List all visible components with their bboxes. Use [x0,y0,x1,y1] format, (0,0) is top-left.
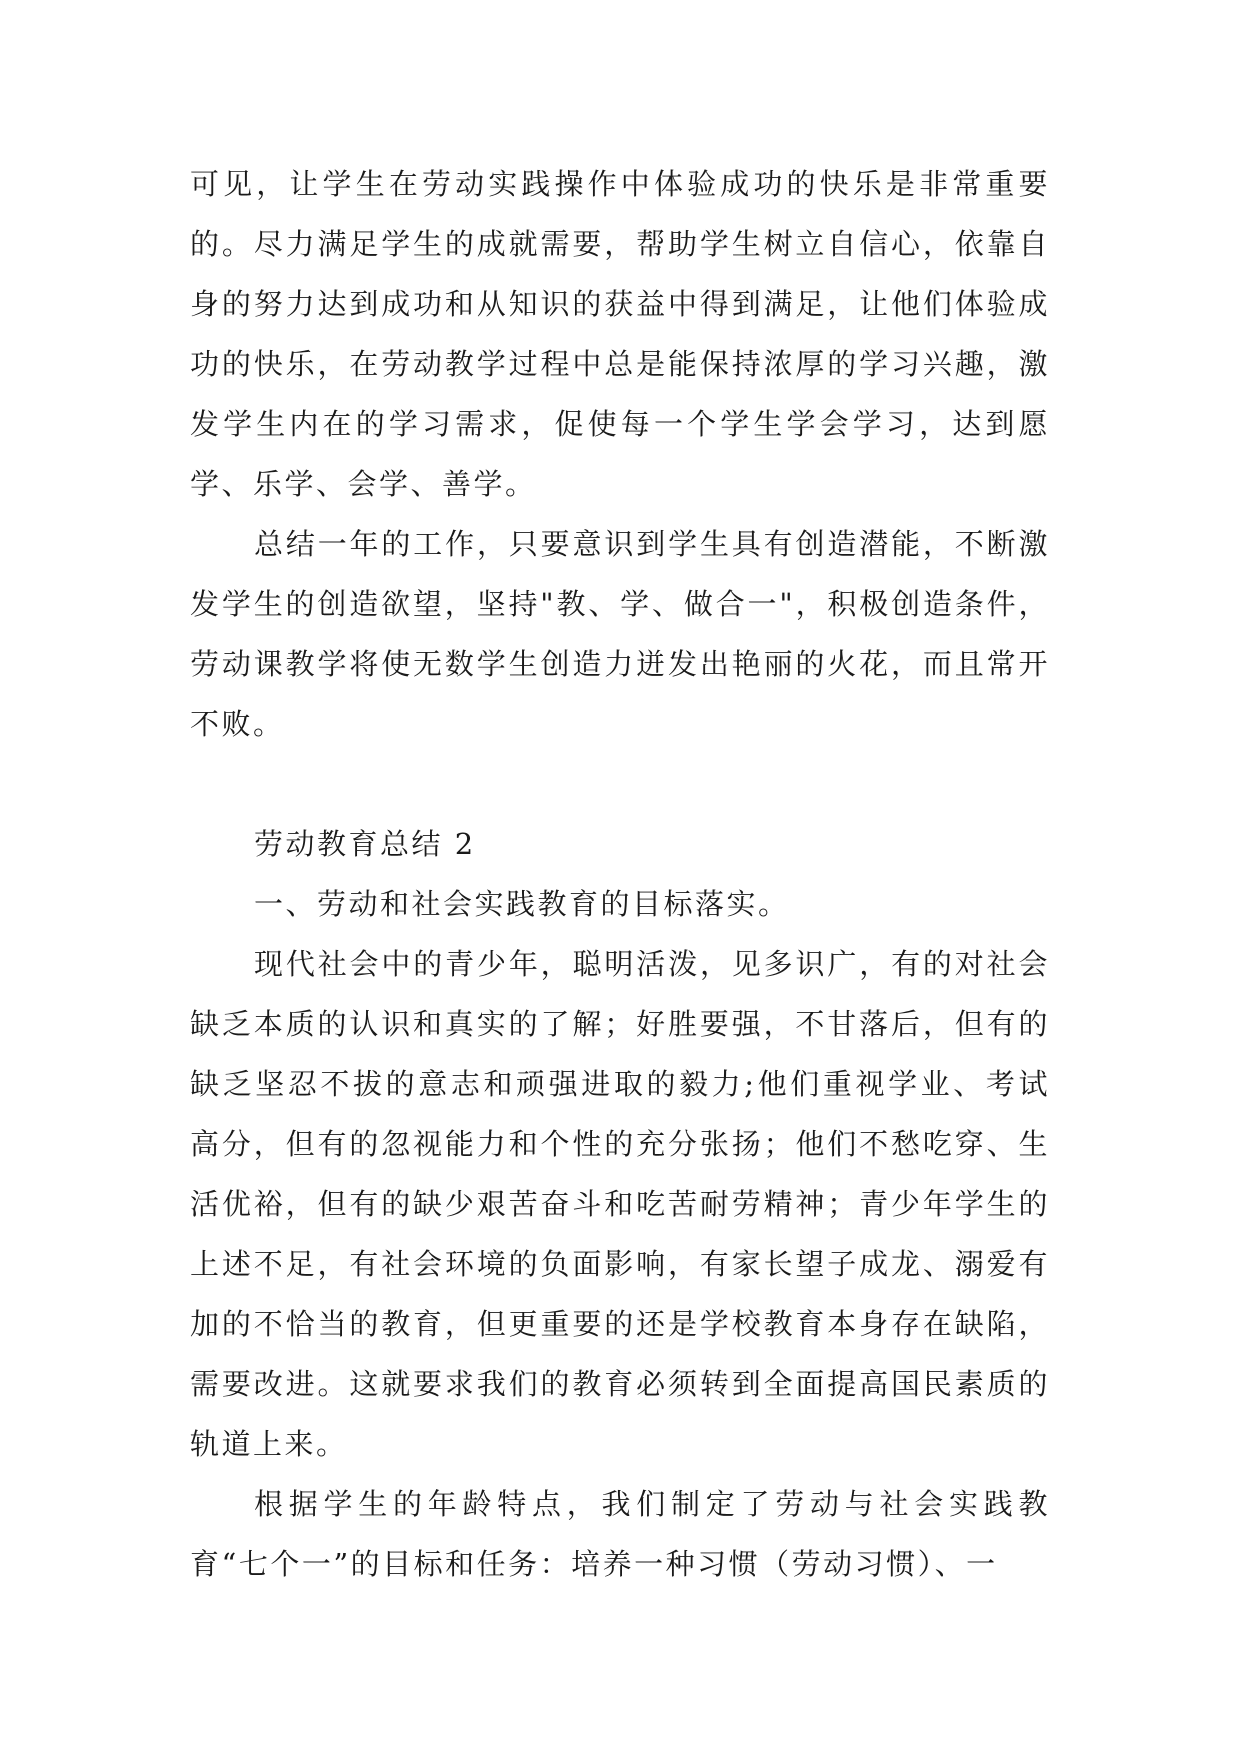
paragraph-goal-heading: 一、劳动和社会实践教育的目标落实。 [254,887,790,921]
paragraph-year-summary: 总结一年的工作，只要意识到学生具有创造潜能，不断激发学生的创造欲望，坚持"教、学、做合一"，积极创造条件，劳动课教学将使无数学生创造力迸发出艳丽的火花，而且常开不败。 [190,527,1050,741]
paragraph-seven-goals: 根据学生的年龄特点，我们制定了劳动与社会实践教育“七个一”的目标和任务：培养一种习惯（劳动习惯）、一 [190,1487,1050,1581]
paragraph-success-joy: 可见，让学生在劳动实践操作中体验成功的快乐是非常重要的。尽力满足学生的成就需要，帮助学生树立自信心，依靠自身的努力达到成功和从知识的获益中得到满足，让他们体验成功的快乐，在劳动教学过程中总是能保持浓厚的学习兴趣，激发学生内在的学习需求，促使每一个学生学会学习，达到愿学、乐学、会学、善学。 [190,167,1050,501]
section-title: 劳动教育总结 2 [254,827,476,861]
document-body [190,154,1050,1594]
paragraph-modern-youth: 现代社会中的青少年，聪明活泼，见多识广，有的对社会缺乏本质的认识和真实的了解；好胜要强，不甘落后，但有的缺乏坚忍不拔的意志和顽强进取的毅力;他们重视学业、考试高分，但有的忽视能力和个性的充分张扬；他们不愁吃穿、生活优裕，但有的缺少艰苦奋斗和吃苦耐劳精神；青少年学生的上述不足，有社会环境的负面影响，有家长望子成龙、溺爱有加的不恰当的教育，但更重要的还是学校教育本身存在缺陷，需要改进。这就要求我们的教育必须转到全面提高国民素质的轨道上来。 [190,947,1050,1461]
